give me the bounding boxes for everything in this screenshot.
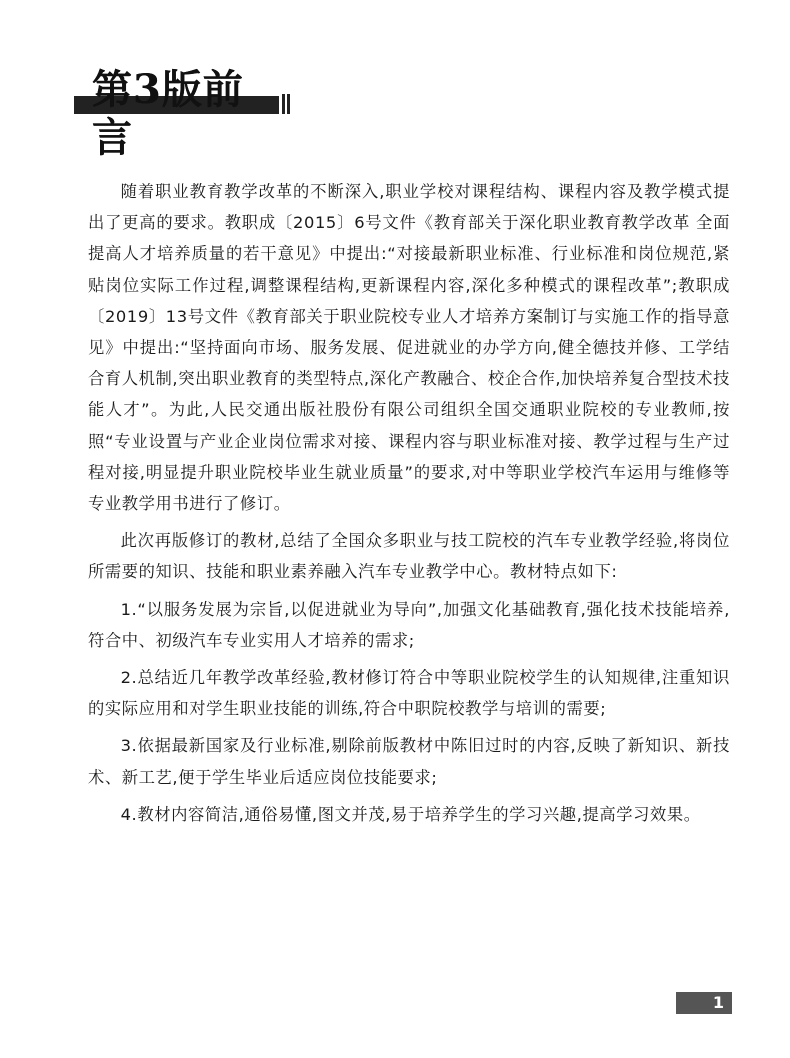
feature-item-4: 4.教材内容简洁,通俗易懂,图文并茂,易于培养学生的学习兴趣,提高学习效果。 [120, 804, 701, 824]
page-number: 1 [712, 993, 724, 1012]
preface-body [88, 176, 730, 830]
paragraph-summary: 此次再版修订的教材,总结了全国众多职业与技工院校的汽车专业教学经验,将岗位所需要的知识、技能和职业素养融入汽车专业教学中心。教材特点如下: [88, 531, 730, 582]
feature-item-2: 2.总结近几年教学改革经验,教材修订符合中等职业院校学生的认知规律,注重知识的实际应用和对学生职业技能的训练,符合中职院校教学与培训的需要; [88, 668, 730, 719]
chapter-heading [64, 66, 284, 161]
page-title: 第3版前言 [92, 66, 244, 161]
page-number-badge [676, 992, 732, 1014]
feature-item-3: 3.依据最新国家及行业标准,剔除前版教材中陈旧过时的内容,反映了新知识、新技术、新工艺,便于学生毕业后适应岗位技能要求; [88, 736, 730, 787]
feature-item-1: 1.“以服务发展为宗旨,以促进就业为导向”,加强文化基础教育,强化技术技能培养,符合中、初级汽车专业实用人才培养的需求; [88, 599, 730, 650]
paragraph-intro: 随着职业教育教学改革的不断深入,职业学校对课程结构、课程内容及教学模式提出了更高的要求。教职成〔2015〕6号文件《教育部关于深化职业教育教学改革 全面提高人才培养质量的若干意见》中提出:“对接最新职业标准、行业标准和岗位规范,紧贴岗位实际工作过程,调整课程结构,更新课程内容,深化多种模式的课程改革”;教职成〔2019〕13号文件《教育部关于职业院校专业人才培养方案制订与实施工作的指导意见》中提出:“坚持面向市场、服务发展、促进就业的办学方向,健全德技并修、工学结合育人机制,突出职业教育的类型特点,深化产教融合、校企合作,加快培养复合型技术技能人才”。为此,人民交通出版社股份有限公司组织全国交通职业院校的专业教师,按照“专业设置与产业企业岗位需求对接、课程内容与职业标准对接、教学过程与生产过程对接,明显提升职业院校毕业生就业质量”的要求,对中等职业学校汽车运用与维修等专业教学用书进行了修订。 [88, 182, 730, 514]
